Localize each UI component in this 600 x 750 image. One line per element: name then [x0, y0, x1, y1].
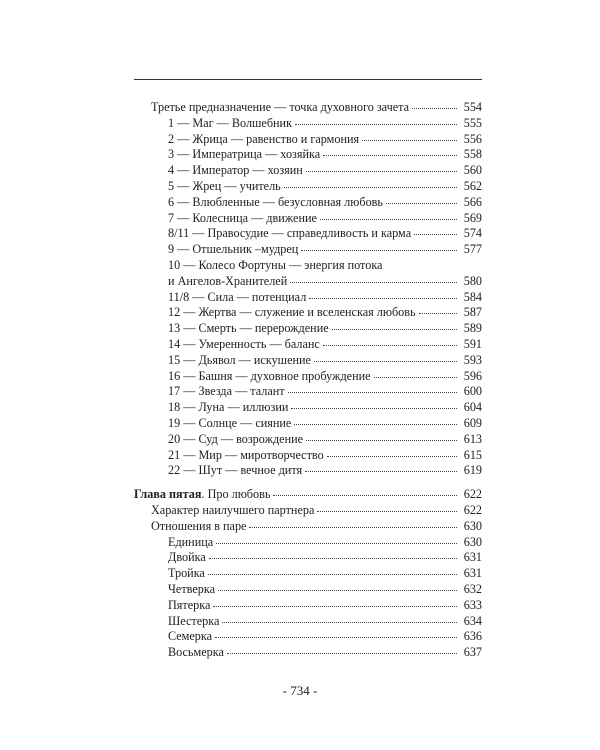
dot-leader	[332, 329, 457, 330]
toc-entry-title	[134, 487, 270, 503]
toc-page-number: 636	[463, 629, 482, 644]
toc-page-number: 630	[463, 518, 482, 533]
dot-leader	[327, 456, 457, 457]
toc-entry-title: 14 — Умеренность — баланс	[168, 336, 320, 351]
dot-leader	[374, 377, 457, 378]
toc-entry-title: 21 — Мир — миротворчество	[168, 447, 324, 462]
toc-entry	[134, 147, 482, 163]
toc-entry	[134, 448, 482, 464]
toc-page-number: 593	[463, 352, 482, 367]
toc-entry-title: 2 — Жрица — равенство и гармония	[168, 131, 360, 146]
toc-page-number: 637	[463, 645, 482, 660]
toc-entry-title: Двойка	[168, 550, 206, 565]
toc-entry	[134, 337, 482, 353]
toc-page-number: 631	[463, 566, 482, 581]
toc-entry-title: Тройка	[168, 566, 205, 581]
toc-page-number: 596	[463, 368, 482, 383]
toc-entry	[134, 629, 482, 645]
toc-entry-title: 12 — Жертва — служение и вселенская любовь	[168, 305, 416, 320]
toc-page-number: 613	[463, 431, 482, 446]
dot-leader	[306, 171, 457, 172]
toc-entry	[134, 132, 482, 148]
toc-page-number: 560	[463, 163, 482, 178]
toc-entry-title: 4 — Император — хозяин	[168, 163, 303, 178]
toc-page-number: 615	[463, 447, 482, 462]
toc-entry-title: 7 — Колесница — движение	[168, 210, 317, 225]
toc-entry	[134, 290, 482, 306]
dot-leader	[222, 622, 457, 623]
dot-leader	[305, 471, 457, 472]
toc-entry	[134, 242, 482, 258]
toc-entry	[134, 195, 482, 211]
toc-entry	[134, 645, 482, 661]
toc-entry	[134, 400, 482, 416]
toc-entry	[134, 321, 482, 337]
dot-leader	[412, 108, 457, 109]
toc-entry	[134, 550, 482, 566]
toc-page-number: 630	[463, 534, 482, 549]
toc-page-number: 633	[463, 597, 482, 612]
dot-leader	[215, 637, 457, 638]
toc-entry-title: Четверка	[168, 581, 215, 596]
dot-leader	[284, 187, 457, 188]
dot-leader	[209, 558, 457, 559]
toc-page-number: 609	[463, 415, 482, 430]
toc-entry	[134, 582, 482, 598]
toc-entry	[134, 116, 482, 132]
dot-leader	[218, 590, 457, 591]
toc-entry-title: 10 — Колесо Фортуны — энергия потока	[168, 257, 383, 272]
toc-entry	[134, 598, 482, 614]
toc-entry-title: 11/8 — Сила — потенциал	[168, 289, 307, 304]
toc-page-number: 604	[463, 400, 482, 415]
dot-leader	[291, 408, 457, 409]
toc-entry	[134, 432, 482, 448]
toc-entry-title: Пятерка	[168, 597, 211, 612]
dot-leader	[213, 606, 457, 607]
toc-entry	[134, 416, 482, 432]
toc-page-number: 631	[463, 550, 482, 565]
toc-page-number: 589	[463, 321, 482, 336]
toc-chapter-entry	[134, 487, 482, 503]
toc-entry-title: Единица	[168, 534, 214, 549]
dot-leader	[208, 574, 457, 575]
toc-page-number: 566	[463, 194, 482, 209]
toc-page-number: 587	[463, 305, 482, 320]
toc-page-number: 619	[463, 463, 482, 478]
dot-leader	[249, 527, 457, 528]
dot-leader	[314, 361, 457, 362]
toc-entry	[134, 384, 482, 400]
toc-entry-title: Отношения в паре	[151, 518, 247, 533]
dot-leader	[288, 392, 457, 393]
toc-entry	[134, 535, 482, 551]
toc-entry	[134, 226, 482, 242]
toc-entry-title: 6 — Влюбленные — безусловная любовь	[168, 194, 383, 209]
toc-chapter-label: Глава пятая	[134, 487, 202, 502]
dot-leader	[216, 543, 457, 544]
toc-entry-title: 3 — Императрица — хозяйка	[168, 147, 321, 162]
toc-page-number: 555	[463, 115, 482, 130]
toc-entry	[134, 519, 482, 535]
toc-entry	[134, 369, 482, 385]
toc-entry-title: 19 — Солнце — сияние	[168, 415, 292, 430]
toc-page-number: 622	[463, 502, 482, 517]
toc-entry	[134, 163, 482, 179]
toc-entry-title: 9 — Отшельник –мудрец	[168, 242, 299, 257]
dot-leader	[290, 282, 457, 283]
dot-leader	[301, 250, 457, 251]
dot-leader	[323, 155, 457, 156]
toc-entry	[134, 614, 482, 630]
toc-entry	[134, 305, 482, 321]
table-of-contents	[134, 100, 482, 661]
toc-entry-title: 15 — Дьявол — искушение	[168, 352, 311, 367]
dot-leader	[295, 124, 457, 125]
toc-page-number: 584	[463, 289, 482, 304]
toc-entry-title: Характер наилучшего партнера	[151, 502, 315, 517]
toc-page-number: 622	[463, 487, 482, 502]
toc-page-number: 580	[463, 273, 482, 288]
toc-entry	[134, 503, 482, 519]
toc-page-number: 558	[463, 147, 482, 162]
toc-entry	[134, 179, 482, 195]
dot-leader	[362, 140, 457, 141]
dot-leader	[294, 424, 457, 425]
toc-page-number: 632	[463, 581, 482, 596]
dot-leader	[419, 313, 457, 314]
page-number: - 734 -	[282, 683, 318, 698]
toc-page-number: 574	[463, 226, 482, 241]
dot-leader	[317, 511, 457, 512]
toc-page-number: 591	[463, 336, 482, 351]
toc-entry-title: 8/11 — Правосудие — справедливость и карма	[168, 226, 412, 241]
header-rule	[134, 79, 482, 80]
toc-entry-title: 16 — Башня — духовное пробуждение	[168, 368, 371, 383]
toc-page-number: 577	[463, 242, 482, 257]
toc-entry	[134, 100, 482, 116]
dot-leader	[306, 440, 457, 441]
dot-leader	[273, 495, 457, 496]
toc-page-number: 554	[463, 100, 482, 114]
toc-entry-title: 5 — Жрец — учитель	[168, 178, 281, 193]
dot-leader	[227, 653, 457, 654]
dot-leader	[414, 234, 457, 235]
toc-entry	[134, 211, 482, 227]
toc-entry	[134, 566, 482, 582]
toc-page-number: 556	[463, 131, 482, 146]
toc-entry-title: 1 — Маг — Волшебник	[168, 115, 293, 130]
toc-entry	[134, 258, 482, 274]
toc-entry-title: и Ангелов-Хранителей	[168, 273, 288, 288]
toc-entry-title: 20 — Суд — возрождение	[168, 431, 304, 446]
toc-entry-title: 17 — Звезда — талант	[168, 384, 285, 399]
toc-entry-title: 18 — Луна — иллюзии	[168, 400, 289, 415]
toc-entry-title: 22 — Шут — вечное дитя	[168, 463, 303, 478]
toc-entry-title: Восьмерка	[168, 645, 224, 660]
dot-leader	[320, 219, 457, 220]
toc-page-number: 569	[463, 210, 482, 225]
toc-page-number: 562	[463, 178, 482, 193]
toc-entry	[134, 274, 482, 290]
toc-entry-title: Шестерка	[168, 613, 220, 628]
dot-leader	[386, 203, 457, 204]
toc-page-number: 600	[463, 384, 482, 399]
dot-leader	[309, 298, 457, 299]
toc-entry-title: 13 — Смерть — перерождение	[168, 321, 329, 336]
toc-entry-title: Семерка	[168, 629, 213, 644]
toc-entry-title: Третье предназначение — точка духовного зачета	[151, 100, 409, 114]
dot-leader	[323, 345, 457, 346]
toc-page-number: 634	[463, 613, 482, 628]
toc-entry	[134, 353, 482, 369]
toc-chapter-title: . Про любовь	[201, 487, 271, 502]
toc-entry	[134, 463, 482, 479]
